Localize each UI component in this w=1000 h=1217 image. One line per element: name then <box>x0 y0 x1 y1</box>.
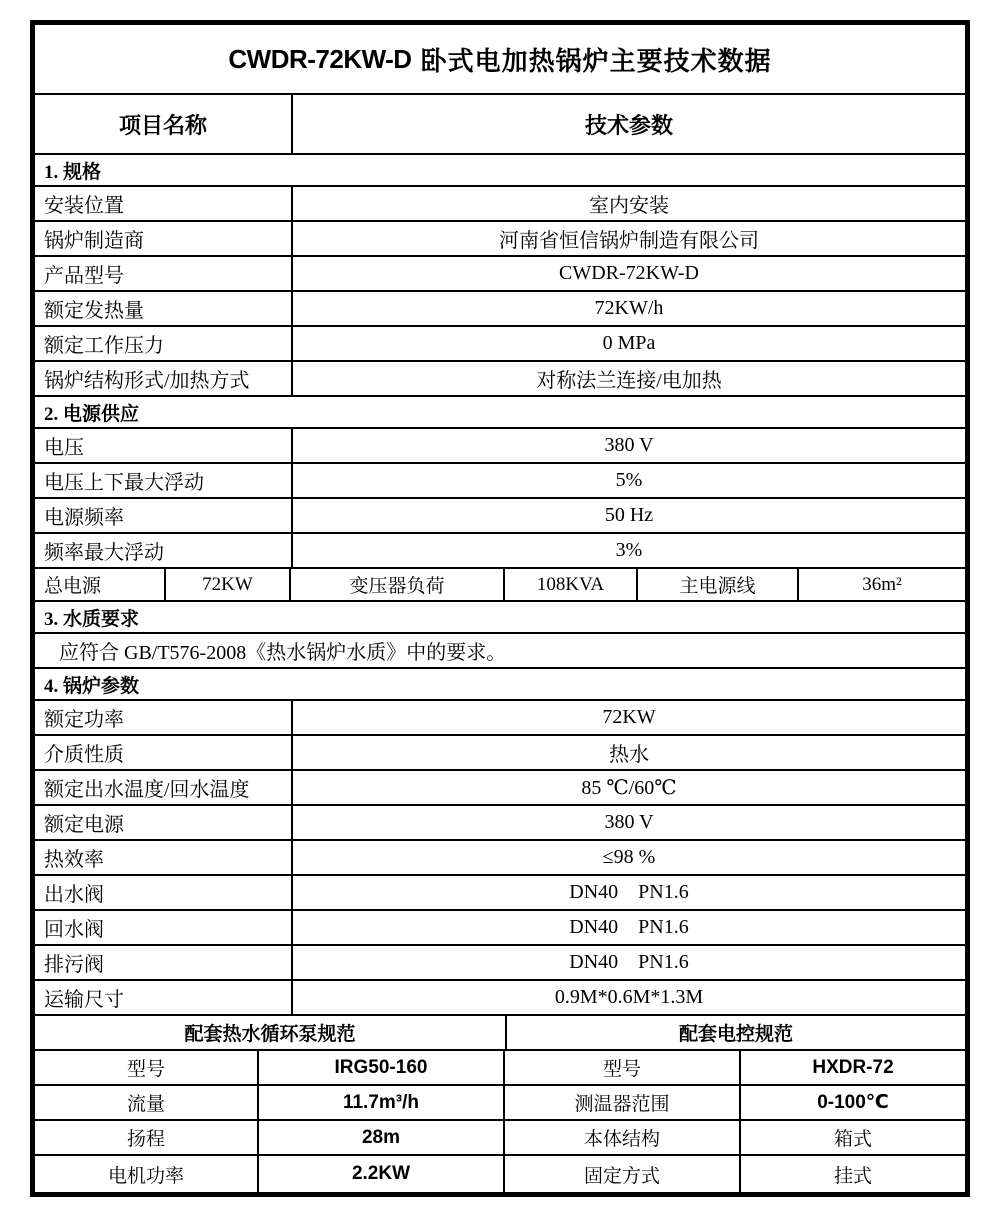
row-label: 主电源线 <box>638 569 799 600</box>
row-label: 额定工作压力 <box>35 327 293 360</box>
row-label: 电压上下最大浮动 <box>35 464 293 497</box>
table-row <box>35 841 965 876</box>
table-row <box>35 464 965 499</box>
row-value: 挂式 <box>833 1165 872 1187</box>
pump-spec-header: 配套热水循环泵规范 <box>35 1016 507 1049</box>
title-text: 卧式电加热锅炉主要技术数据 <box>420 46 772 76</box>
row-label: 电源频率 <box>35 499 293 532</box>
table-row <box>35 362 965 397</box>
row-label: 额定发热量 <box>35 292 293 325</box>
row-value: 11.7m³/h <box>259 1086 505 1119</box>
row-label: 运输尺寸 <box>35 981 293 1014</box>
row-value: 河南省恒信锅炉制造有限公司 <box>499 230 759 252</box>
row-value: 28m <box>259 1121 505 1154</box>
row-value: 0-100℃ <box>817 1092 889 1113</box>
column-header-row <box>35 95 965 155</box>
row-label: 频率最大浮动 <box>35 534 293 567</box>
row-value: 72KW/h <box>594 297 664 319</box>
row-label: 电压 <box>35 429 293 462</box>
row-value: IRG50-160 <box>259 1051 505 1084</box>
row-label: 出水阀 <box>35 876 293 909</box>
table-row <box>35 981 965 1016</box>
table-row <box>35 736 965 771</box>
row-label: 测温器范围 <box>505 1086 741 1119</box>
row-label: 介质性质 <box>35 736 293 769</box>
total-power-row <box>35 569 965 602</box>
table-row <box>35 187 965 222</box>
table-row <box>35 806 965 841</box>
row-label: 额定电源 <box>35 806 293 839</box>
row-value: 2.2KW <box>259 1156 505 1192</box>
row-value: 热水 <box>609 744 649 766</box>
row-label: 排污阀 <box>35 946 293 979</box>
table-row <box>35 429 965 464</box>
control-spec-header: 配套电控规范 <box>678 1024 793 1045</box>
row-value: 72KW <box>166 569 291 600</box>
section-heading: 3. 水质要求 <box>44 608 140 630</box>
pump-control-header-row <box>35 1016 965 1051</box>
page-title <box>35 25 965 93</box>
row-label: 电机功率 <box>35 1156 259 1192</box>
table-row <box>35 1156 965 1192</box>
table-row <box>35 1121 965 1156</box>
table-row <box>35 1051 965 1086</box>
section-heading-row <box>35 669 965 701</box>
row-value: DN40 PN1.6 <box>569 916 689 938</box>
row-label: 固定方式 <box>505 1156 741 1192</box>
table-row <box>35 771 965 806</box>
row-label: 产品型号 <box>35 257 293 290</box>
title-row <box>35 25 965 95</box>
table-row <box>35 1086 965 1121</box>
row-value: 0.9M*0.6M*1.3M <box>554 986 704 1008</box>
water-quality-note: 应符合 GB/T576-2008《热水锅炉水质》中的要求。 <box>59 642 507 664</box>
row-value: 室内安装 <box>589 195 669 217</box>
row-label: 额定功率 <box>35 701 293 734</box>
row-value: 85 ℃/60℃ <box>581 777 677 799</box>
row-label: 本体结构 <box>505 1121 741 1154</box>
row-value: 380 V <box>604 811 654 833</box>
water-quality-note-row <box>35 634 965 669</box>
table-row <box>35 701 965 736</box>
row-value: 50 Hz <box>604 504 654 526</box>
title-model-code: CWDR-72KW-D <box>228 43 412 74</box>
row-value: 3% <box>615 539 643 561</box>
row-label: 流量 <box>35 1086 259 1119</box>
row-value: 380 V <box>604 434 654 456</box>
row-value: 对称法兰连接/电加热 <box>536 370 722 392</box>
row-value: 36m² <box>862 573 902 595</box>
section-heading: 2. 电源供应 <box>44 403 140 425</box>
row-value: ≤98 % <box>602 846 656 868</box>
section-heading-row <box>35 155 965 187</box>
row-label: 安装位置 <box>35 187 293 220</box>
table-row <box>35 327 965 362</box>
row-label: 锅炉制造商 <box>35 222 293 255</box>
row-label: 回水阀 <box>35 911 293 944</box>
table-row <box>35 911 965 946</box>
table-row <box>35 876 965 911</box>
row-value: 108KVA <box>505 569 638 600</box>
row-label: 型号 <box>505 1051 741 1084</box>
technical-data-table <box>30 20 970 1197</box>
row-label: 热效率 <box>35 841 293 874</box>
column-header-param: 技术参数 <box>584 112 673 138</box>
row-label: 扬程 <box>35 1121 259 1154</box>
row-label: 变压器负荷 <box>291 569 505 600</box>
row-value: DN40 PN1.6 <box>569 951 689 973</box>
row-value: DN40 PN1.6 <box>569 881 689 903</box>
row-label: 型号 <box>35 1051 259 1084</box>
table-row <box>35 946 965 981</box>
row-value: 箱式 <box>833 1129 872 1150</box>
section-heading: 1. 规格 <box>44 161 102 183</box>
row-label: 总电源 <box>35 569 166 600</box>
row-value: 5% <box>615 469 643 491</box>
row-label: 锅炉结构形式/加热方式 <box>35 362 293 395</box>
row-value: 72KW <box>602 706 656 728</box>
section-heading: 4. 锅炉参数 <box>44 675 140 697</box>
table-row <box>35 257 965 292</box>
row-label: 额定出水温度/回水温度 <box>35 771 293 804</box>
row-value: CWDR-72KW-D <box>559 262 699 284</box>
section-heading-row <box>35 602 965 634</box>
table-row <box>35 292 965 327</box>
row-value: 0 MPa <box>602 332 656 354</box>
row-value: HXDR-72 <box>812 1056 894 1078</box>
table-row <box>35 499 965 534</box>
table-row <box>35 222 965 257</box>
column-header-item: 项目名称 <box>35 95 293 153</box>
table-row <box>35 534 965 569</box>
section-heading-row <box>35 397 965 429</box>
